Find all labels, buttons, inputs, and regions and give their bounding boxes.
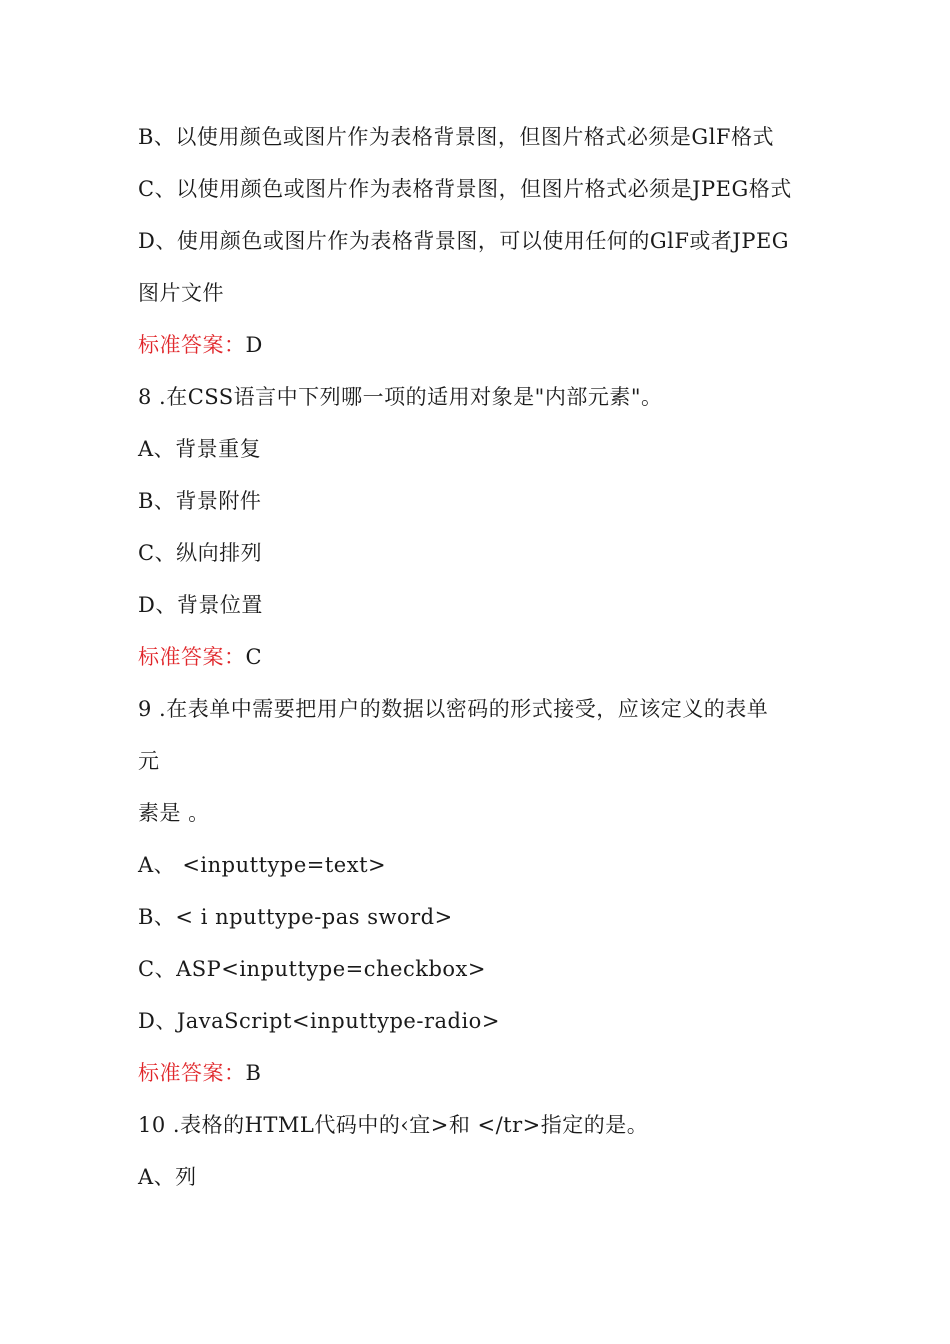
option-d-q7: D、使用颜色或图片作为表格背景图，可以使用任何的GlF或者JPEG (138, 229, 790, 253)
question-9: 9 .在表单中需要把用户的数据以密码的形式接受，应该定义的表单 (138, 697, 769, 721)
answer-label: 标准答案： (138, 645, 246, 669)
question-9-line-3: 素是 。 (138, 801, 210, 825)
option-c-q8: C、纵向排列 (138, 541, 263, 565)
answer-value: D (245, 333, 263, 357)
option-a-q10: A、列 (138, 1165, 197, 1189)
option-b-q8: B、背景附件 (138, 489, 262, 513)
option-d-q8: D、背景位置 (138, 593, 263, 617)
option-c-q9: C、ASP<inputtype=checkbox> (138, 957, 486, 981)
option-c-q7: C、以使用颜色或图片作为表格背景图，但图片格式必须是JPEG格式 (138, 177, 792, 201)
answer-value: C (245, 645, 263, 669)
option-d-q9: D、JavaScript<inputtype-radio> (138, 1009, 500, 1033)
option-a-q8: A、背景重复 (138, 437, 262, 461)
answer-q9 (138, 1058, 838, 1088)
option-d-q7-continued: 图片文件 (138, 281, 224, 305)
question-8: 8 .在CSS语言中下列哪一项的适用对象是"内部元素"。 (138, 385, 663, 409)
answer-label: 标准答案： (138, 1061, 246, 1085)
answer-label: 标准答案： (138, 333, 246, 357)
option-b-q9: B、< i nputtype-pas sword> (138, 905, 453, 929)
answer-q7 (138, 330, 838, 360)
option-a-q9: A、 <inputtype=text> (138, 853, 387, 877)
answer-q8 (138, 642, 838, 672)
question-9-line-2: 元 (138, 749, 160, 773)
answer-value: B (245, 1061, 262, 1085)
option-b-q7: B、以使用颜色或图片作为表格背景图，但图片格式必须是GlF格式 (138, 125, 774, 149)
question-10: 10 .表格的HTML代码中的‹宜>和 </tr>指定的是。 (138, 1113, 649, 1137)
